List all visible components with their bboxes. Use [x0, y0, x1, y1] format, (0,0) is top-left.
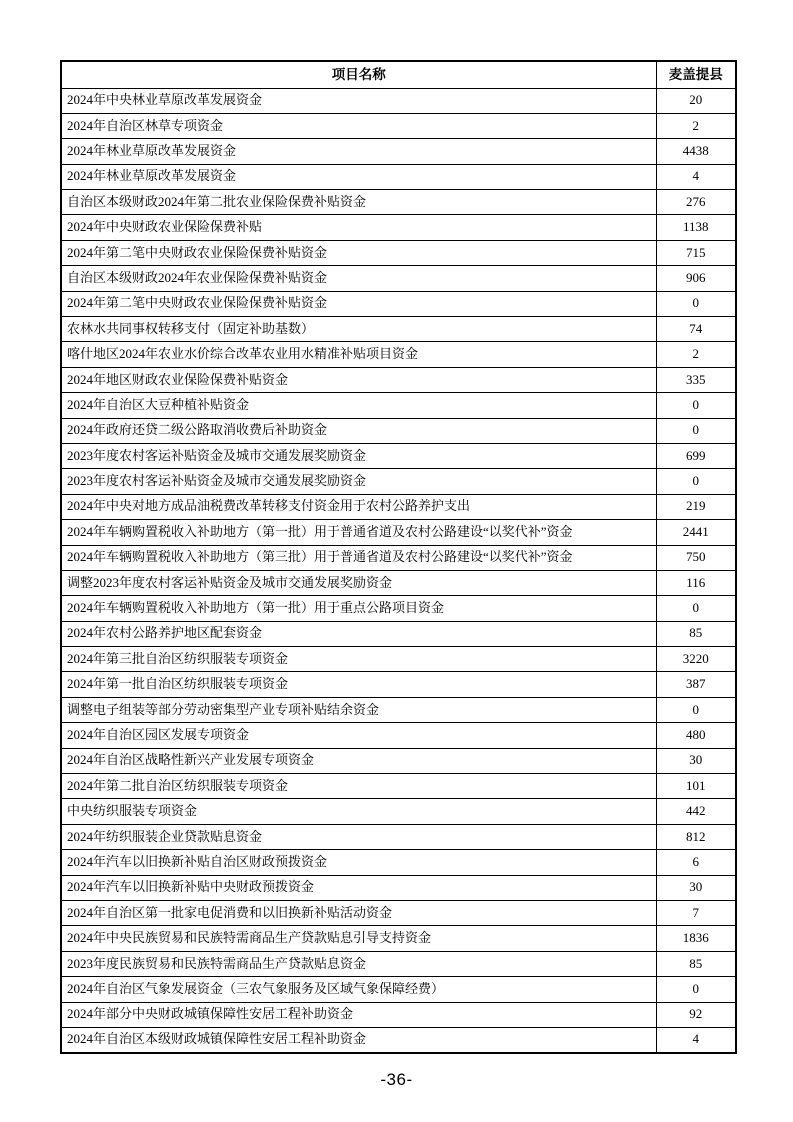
project-name-cell: 2023年度农村客运补贴资金及城市交通发展奖励资金 [61, 443, 656, 468]
value-cell: 20 [656, 88, 736, 113]
table-row [61, 596, 736, 621]
column-header-project-name: 项目名称 [61, 61, 656, 88]
project-name-cell: 2024年中央财政农业保险保费补贴 [61, 215, 656, 240]
value-cell: 0 [656, 697, 736, 722]
project-name-cell: 2024年农村公路养护地区配套资金 [61, 621, 656, 646]
project-name-cell: 2024年纺织服装企业贷款贴息资金 [61, 824, 656, 849]
table-row [61, 850, 736, 875]
value-cell: 4 [656, 164, 736, 189]
value-cell: 906 [656, 266, 736, 291]
table-row [61, 647, 736, 672]
table-header [61, 61, 736, 88]
table-row [61, 164, 736, 189]
value-cell: 116 [656, 570, 736, 595]
value-cell: 4 [656, 1027, 736, 1052]
value-cell: 387 [656, 672, 736, 697]
column-header-county: 麦盖提县 [656, 61, 736, 88]
table-row [61, 393, 736, 418]
table-row [61, 926, 736, 951]
project-name-cell: 2024年自治区本级财政城镇保障性安居工程补助资金 [61, 1027, 656, 1052]
value-cell: 6 [656, 850, 736, 875]
project-name-cell: 2024年林业草原改革发展资金 [61, 139, 656, 164]
value-cell: 101 [656, 774, 736, 799]
table-row [61, 977, 736, 1002]
value-cell: 276 [656, 190, 736, 215]
table-row [61, 443, 736, 468]
project-name-cell: 2023年度农村客运补贴资金及城市交通发展奖励资金 [61, 469, 656, 494]
value-cell: 85 [656, 951, 736, 976]
value-cell: 1836 [656, 926, 736, 951]
project-name-cell: 自治区本级财政2024年第二批农业保险保费补贴资金 [61, 190, 656, 215]
project-name-cell: 2024年自治区战略性新兴产业发展专项资金 [61, 748, 656, 773]
value-cell: 2441 [656, 520, 736, 545]
value-cell: 92 [656, 1002, 736, 1027]
value-cell: 715 [656, 240, 736, 265]
value-cell: 219 [656, 494, 736, 519]
value-cell: 0 [656, 469, 736, 494]
table-row [61, 418, 736, 443]
table-row [61, 875, 736, 900]
table-row [61, 215, 736, 240]
value-cell: 812 [656, 824, 736, 849]
project-name-cell: 2024年自治区气象发展资金（三农气象服务及区域气象保障经费） [61, 977, 656, 1002]
project-name-cell: 调整2023年度农村客运补贴资金及城市交通发展奖励资金 [61, 570, 656, 595]
value-cell: 480 [656, 723, 736, 748]
table-row [61, 240, 736, 265]
table-row [61, 494, 736, 519]
project-name-cell: 2024年自治区第一批家电促消费和以旧换新补贴活动资金 [61, 901, 656, 926]
value-cell: 30 [656, 875, 736, 900]
table-row [61, 545, 736, 570]
project-name-cell: 2024年车辆购置税收入补助地方（第一批）用于重点公路项目资金 [61, 596, 656, 621]
project-name-cell: 2024年自治区园区发展专项资金 [61, 723, 656, 748]
table-row [61, 113, 736, 138]
table-row [61, 570, 736, 595]
value-cell: 0 [656, 977, 736, 1002]
project-name-cell: 2024年中央民族贸易和民族特需商品生产贷款贴息引导支持资金 [61, 926, 656, 951]
project-name-cell: 喀什地区2024年农业水价综合改革农业用水精准补贴项目资金 [61, 342, 656, 367]
project-name-cell: 2024年车辆购置税收入补助地方（第三批）用于普通省道及农村公路建设“以奖代补”资金 [61, 545, 656, 570]
value-cell: 0 [656, 393, 736, 418]
project-name-cell: 2024年中央对地方成品油税费改革转移支付资金用于农村公路养护支出 [61, 494, 656, 519]
allocation-table [60, 60, 737, 1054]
project-name-cell: 2024年第二批自治区纺织服装专项资金 [61, 774, 656, 799]
value-cell: 85 [656, 621, 736, 646]
table-row [61, 520, 736, 545]
value-cell: 750 [656, 545, 736, 570]
table-row [61, 1027, 736, 1052]
project-name-cell: 2024年政府还贷二级公路取消收费后补助资金 [61, 418, 656, 443]
project-name-cell: 2024年自治区大豆种植补贴资金 [61, 393, 656, 418]
value-cell: 3220 [656, 647, 736, 672]
project-name-cell: 中央纺织服装专项资金 [61, 799, 656, 824]
project-name-cell: 2024年第二笔中央财政农业保险保费补贴资金 [61, 240, 656, 265]
project-name-cell: 2024年第一批自治区纺织服装专项资金 [61, 672, 656, 697]
page-number: -36- [380, 1070, 413, 1089]
project-name-cell: 2024年自治区林草专项资金 [61, 113, 656, 138]
value-cell: 30 [656, 748, 736, 773]
table-row [61, 88, 736, 113]
table-row [61, 190, 736, 215]
value-cell: 0 [656, 418, 736, 443]
project-name-cell: 自治区本级财政2024年农业保险保费补贴资金 [61, 266, 656, 291]
table-row [61, 672, 736, 697]
project-name-cell: 2024年第二笔中央财政农业保险保费补贴资金 [61, 291, 656, 316]
value-cell: 2 [656, 113, 736, 138]
table-row [61, 342, 736, 367]
table-row [61, 799, 736, 824]
table-row [61, 139, 736, 164]
table-body [61, 88, 736, 1053]
project-name-cell: 2024年车辆购置税收入补助地方（第一批）用于普通省道及农村公路建设“以奖代补”资金 [61, 520, 656, 545]
value-cell: 2 [656, 342, 736, 367]
table-row [61, 317, 736, 342]
project-name-cell: 2024年中央林业草原改革发展资金 [61, 88, 656, 113]
value-cell: 1138 [656, 215, 736, 240]
table-row [61, 266, 736, 291]
value-cell: 4438 [656, 139, 736, 164]
project-name-cell: 调整电子组装等部分劳动密集型产业专项补贴结余资金 [61, 697, 656, 722]
project-name-cell: 2024年地区财政农业保险保费补贴资金 [61, 367, 656, 392]
value-cell: 442 [656, 799, 736, 824]
table-row [61, 621, 736, 646]
value-cell: 0 [656, 596, 736, 621]
project-name-cell: 2023年度民族贸易和民族特需商品生产贷款贴息资金 [61, 951, 656, 976]
value-cell: 0 [656, 291, 736, 316]
table-row [61, 824, 736, 849]
value-cell: 7 [656, 901, 736, 926]
table-row [61, 723, 736, 748]
header-row [61, 61, 736, 88]
table-row [61, 1002, 736, 1027]
value-cell: 335 [656, 367, 736, 392]
table-row [61, 774, 736, 799]
value-cell: 699 [656, 443, 736, 468]
table-row [61, 291, 736, 316]
project-name-cell: 农林水共同事权转移支付（固定补助基数） [61, 317, 656, 342]
table-row [61, 901, 736, 926]
table-row [61, 367, 736, 392]
table-row [61, 469, 736, 494]
table-row [61, 748, 736, 773]
table-row [61, 697, 736, 722]
project-name-cell: 2024年林业草原改革发展资金 [61, 164, 656, 189]
project-name-cell: 2024年部分中央财政城镇保障性安居工程补助资金 [61, 1002, 656, 1027]
value-cell: 74 [656, 317, 736, 342]
project-name-cell: 2024年汽车以旧换新补贴中央财政预拨资金 [61, 875, 656, 900]
project-name-cell: 2024年汽车以旧换新补贴自治区财政预拨资金 [61, 850, 656, 875]
table-row [61, 951, 736, 976]
project-name-cell: 2024年第三批自治区纺织服装专项资金 [61, 647, 656, 672]
